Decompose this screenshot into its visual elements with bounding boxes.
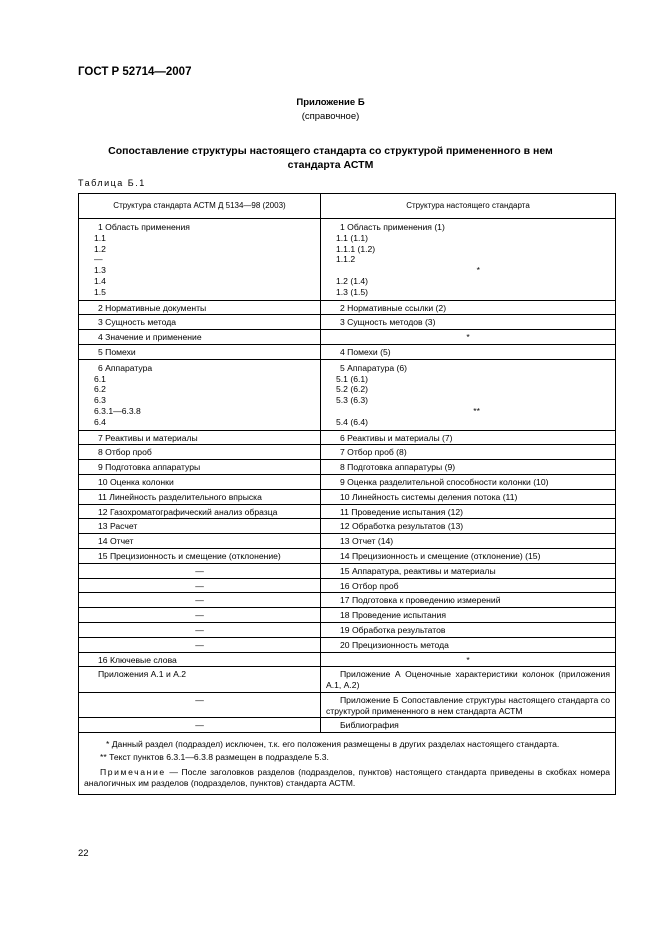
comparison-table — [78, 193, 616, 795]
cell-line: 12 Газохроматографический анализ образца — [98, 506, 278, 517]
cell-line: * — [476, 265, 480, 276]
cell-line: — — [195, 565, 204, 576]
gost-cell — [321, 430, 616, 445]
cell-line: 6.1 — [94, 373, 106, 384]
cell-line: 15 Аппаратура, реактивы и материалы — [340, 565, 496, 576]
cell-line: — — [195, 694, 204, 705]
cell-line: 12 Обработка результатов (13) — [340, 521, 464, 532]
astm-cell — [79, 578, 321, 593]
cell-line: 10 Оценка колонки — [98, 476, 174, 487]
astm-cell — [79, 504, 321, 519]
astm-cell — [79, 718, 321, 733]
gost-cell — [321, 474, 616, 489]
gost-cell — [321, 445, 616, 460]
astm-cell — [79, 622, 321, 637]
cell-line: 5.4 (6.4) — [336, 416, 369, 427]
page-number: 22 — [78, 848, 89, 859]
cell-line: 5.3 (6.3) — [336, 395, 369, 406]
note-label: Примечание — [100, 766, 166, 777]
cell-line: — — [195, 610, 204, 621]
cell-line: 19 Обработка результатов — [340, 624, 446, 635]
gost-cell — [321, 578, 616, 593]
table-row — [79, 219, 616, 301]
cell-line: 1.3 — [94, 265, 106, 276]
appendix-name: Приложение Б — [296, 97, 365, 108]
astm-cell — [79, 519, 321, 534]
cell-line: 10 Линейность системы деления потока (11) — [340, 491, 518, 502]
cell-line: 16 Отбор проб — [340, 580, 399, 591]
astm-cell — [79, 667, 321, 693]
table-row — [79, 300, 616, 315]
table-row — [79, 637, 616, 652]
astm-cell — [79, 608, 321, 623]
cell-line: — — [195, 639, 204, 650]
cell-line: 6 Реактивы и материалы (7) — [340, 432, 453, 443]
cell-line: 4 Помехи (5) — [340, 346, 391, 357]
cell-line: 1.1 (1.1) — [336, 232, 369, 243]
cell-line: 3 Сущность метода — [98, 317, 176, 328]
cell-line: 20 Прецизионность метода — [340, 639, 449, 650]
cell-line: 2 Нормативные документы — [98, 302, 207, 313]
cell-line: 6 Аппаратура — [98, 362, 153, 373]
cell-line: 8 Отбор проб — [98, 447, 152, 458]
table-row — [79, 504, 616, 519]
astm-cell — [79, 445, 321, 460]
cell-line: 7 Отбор проб (8) — [340, 447, 407, 458]
table-row — [79, 489, 616, 504]
astm-cell — [79, 652, 321, 667]
cell-line: — — [195, 580, 204, 591]
cell-line: 11 Проведение испытания (12) — [340, 506, 464, 517]
gost-cell — [321, 219, 616, 301]
gost-cell — [321, 534, 616, 549]
astm-cell — [79, 548, 321, 563]
cell-line: — — [94, 254, 103, 265]
cell-line: 1 Область применения — [98, 222, 190, 232]
table-row — [79, 330, 616, 345]
table-row — [79, 445, 616, 460]
astm-cell — [79, 344, 321, 359]
document-id: ГОСТ Р 52714—2007 — [78, 66, 192, 78]
table-row — [79, 548, 616, 563]
cell-line: — — [195, 720, 204, 731]
cell-line: 8 Подготовка аппаратуры (9) — [340, 462, 456, 473]
cell-line: 5.1 (6.1) — [336, 373, 369, 384]
cell-line: 6.4 — [94, 416, 106, 427]
cell-line: 2 Нормативные ссылки (2) — [340, 302, 447, 313]
astm-cell — [79, 300, 321, 315]
astm-cell — [79, 692, 321, 718]
cell-line: 4 Значение и применение — [98, 332, 202, 343]
gost-cell — [321, 489, 616, 504]
cell-line: 18 Проведение испытания — [340, 610, 446, 621]
gost-cell — [321, 344, 616, 359]
table-row — [79, 430, 616, 445]
cell-line: 1.1.2 — [336, 254, 356, 265]
cell-line: Приложение А Оценочные характеристики колонок (приложения А.1, А.2) — [326, 669, 610, 691]
cell-line: 1.5 — [94, 286, 106, 297]
note-text: — После заголовков разделов (подразделов, пунктов) настоящего стандарта приведены в скобках номера аналогичных им разделов (подразделов, пунктов) стандарта АСТМ. — [84, 766, 610, 788]
cell-line: 1.3 (1.5) — [336, 286, 369, 297]
cell-line: 1.2 — [94, 243, 106, 254]
table-row — [79, 652, 616, 667]
table-label: Таблица Б.1 — [78, 178, 146, 188]
cell-line: 3 Сущность методов (3) — [340, 317, 436, 328]
table-row — [79, 474, 616, 489]
astm-cell — [79, 563, 321, 578]
cell-line: Приложение Б Сопоставление структуры настоящего стандарта со структурой примененного в нем стандарта АСТМ — [326, 694, 610, 716]
astm-cell — [79, 359, 321, 430]
astm-cell — [79, 593, 321, 608]
cell-line: 5 Помехи — [98, 346, 136, 357]
astm-cell — [79, 330, 321, 345]
cell-line: * — [466, 654, 470, 665]
column-header-astm: Структура стандарта АСТМ Д 5134—98 (2003) — [79, 194, 321, 219]
gost-cell — [321, 718, 616, 733]
table-row — [79, 359, 616, 430]
cell-line: 1.2 (1.4) — [336, 275, 369, 286]
gost-cell — [321, 504, 616, 519]
gost-cell — [321, 593, 616, 608]
cell-line: 15 Прецизионность и смещение (отклонение) — [98, 550, 281, 561]
gost-cell — [321, 330, 616, 345]
footnote-2: ** Текст пунктов 6.3.1—6.3.8 размещен в подразделе 5.3. — [100, 752, 329, 763]
astm-cell — [79, 460, 321, 475]
gost-cell — [321, 359, 616, 430]
cell-line: 1.1 — [94, 232, 106, 243]
cell-line: 13 Отчет (14) — [340, 536, 394, 547]
cell-line: 9 Оценка разделительной способности колонки (10) — [340, 476, 549, 487]
astm-cell — [79, 219, 321, 301]
cell-line: 1 Область применения (1) — [340, 222, 445, 232]
cell-line: 1.4 — [94, 275, 106, 286]
gost-cell — [321, 692, 616, 718]
table-row — [79, 519, 616, 534]
astm-cell — [79, 637, 321, 652]
table-row — [79, 622, 616, 637]
table-row — [79, 692, 616, 718]
table-row — [79, 460, 616, 475]
cell-line: 13 Расчет — [98, 521, 138, 532]
gost-cell — [321, 667, 616, 693]
cell-line: 1.1.1 (1.2) — [336, 243, 376, 254]
gost-cell — [321, 315, 616, 330]
table-notes — [79, 733, 616, 795]
gost-cell — [321, 608, 616, 623]
cell-line: 6.3 — [94, 395, 106, 406]
astm-cell — [79, 315, 321, 330]
cell-line: 16 Ключевые слова — [98, 654, 177, 665]
appendix-type: (справочное) — [301, 111, 360, 122]
astm-cell — [79, 430, 321, 445]
note — [84, 767, 610, 789]
cell-line: 6.2 — [94, 384, 106, 395]
cell-line: 5.2 (6.2) — [336, 384, 369, 395]
astm-cell — [79, 489, 321, 504]
cell-line: — — [195, 624, 204, 635]
column-header-gost: Структура настоящего стандарта — [321, 194, 616, 219]
table-row — [79, 578, 616, 593]
cell-line: Библиография — [340, 720, 399, 731]
gost-cell — [321, 460, 616, 475]
astm-cell — [79, 534, 321, 549]
gost-cell — [321, 300, 616, 315]
cell-line: * — [466, 332, 470, 343]
cell-line: 7 Реактивы и материалы — [98, 432, 198, 443]
cell-line: 14 Отчет — [98, 536, 134, 547]
cell-line: Приложения А.1 и А.2 — [98, 669, 187, 680]
table-row — [79, 315, 616, 330]
cell-line: 14 Прецизионность и смещение (отклонение) (15) — [340, 550, 541, 561]
cell-line: 17 Подготовка к проведению измерений — [340, 595, 501, 606]
gost-cell — [321, 622, 616, 637]
table-row — [79, 534, 616, 549]
cell-line: 11 Линейность разделительного впрыска — [98, 491, 262, 502]
gost-cell — [321, 637, 616, 652]
cell-line: — — [195, 595, 204, 606]
table-row — [79, 608, 616, 623]
footnote-1: * Данный раздел (подраздел) исключен, т.к. его положения размещены в других разделах настоящего стандарта. — [106, 739, 560, 750]
table-row — [79, 667, 616, 693]
table-row — [79, 593, 616, 608]
cell-line: ** — [473, 405, 480, 416]
table-row — [79, 563, 616, 578]
gost-cell — [321, 519, 616, 534]
astm-cell — [79, 474, 321, 489]
appendix-title: Сопоставление структуры настоящего стандарта со структурой примененного в нем стандарта АСТМ — [108, 145, 553, 171]
cell-line: 5 Аппаратура (6) — [340, 362, 408, 373]
gost-cell — [321, 548, 616, 563]
gost-cell — [321, 563, 616, 578]
cell-line: 9 Подготовка аппаратуры — [98, 462, 201, 473]
table-row — [79, 344, 616, 359]
cell-line: 6.3.1—6.3.8 — [94, 405, 141, 416]
table-row — [79, 718, 616, 733]
gost-cell — [321, 652, 616, 667]
